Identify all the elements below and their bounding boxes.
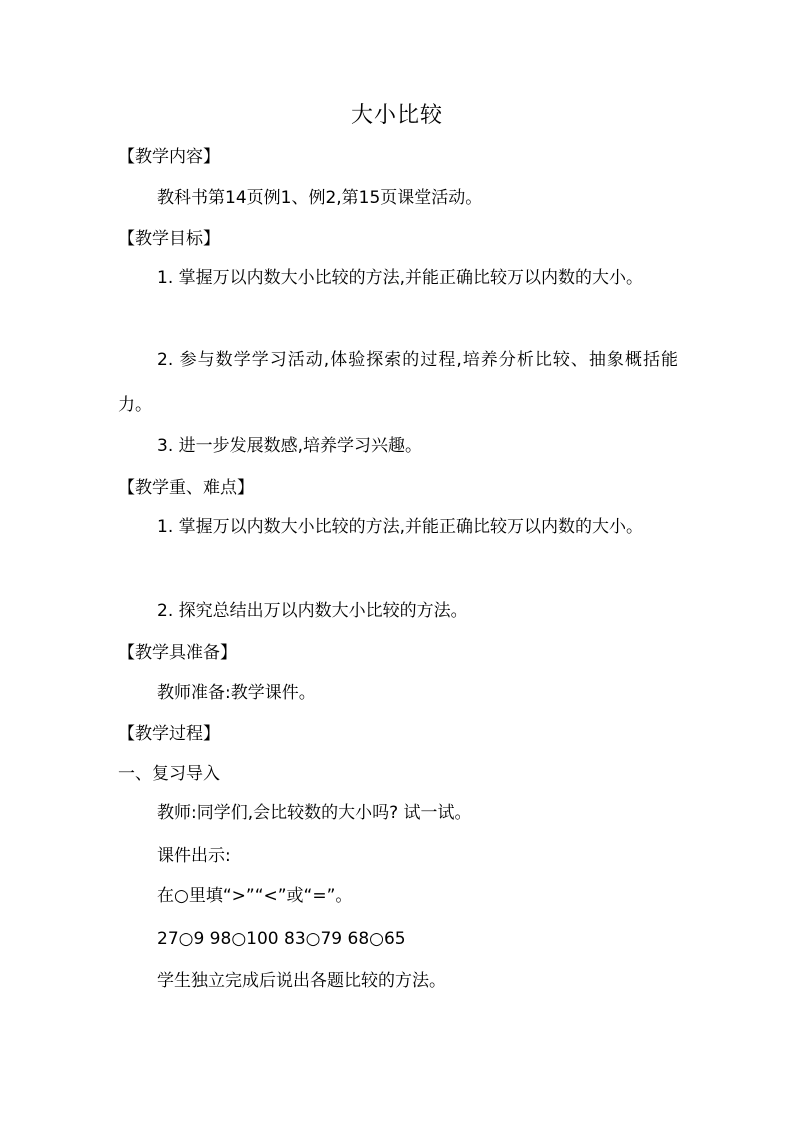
goal-item-3: 3. 进一步发展数感,培养学习兴趣。 bbox=[157, 436, 423, 456]
section-heading-key-points: 【教学重、难点】 bbox=[118, 478, 254, 498]
student-line: 学生独立完成后说出各题比较的方法。 bbox=[157, 971, 446, 991]
goal-item-1: 1. 掌握万以内数大小比较的方法,并能正确比较万以内数的大小。 bbox=[157, 268, 644, 288]
courseware-line: 课件出示: bbox=[157, 846, 231, 866]
exercise-line: 27○9 98○100 83○79 68○65 bbox=[157, 929, 406, 949]
key-point-1: 1. 掌握万以内数大小比较的方法,并能正确比较万以内数的大小。 bbox=[157, 517, 644, 537]
goal-item-2: 2. 参与数学学习活动,体验探索的过程,培养分析比较、抽象概括能力。 bbox=[118, 350, 678, 415]
section-heading-goals: 【教学目标】 bbox=[118, 229, 220, 249]
teacher-line: 教师:同学们,会比较数的大小吗? 试一试。 bbox=[157, 803, 472, 823]
preparation-text: 教师准备:教学课件。 bbox=[157, 683, 316, 703]
section-heading-content: 【教学内容】 bbox=[118, 147, 220, 167]
content-text: 教科书第14页例1、例2,第15页课堂活动。 bbox=[157, 188, 483, 208]
section-heading-process: 【教学过程】 bbox=[118, 724, 220, 744]
instruction-line: 在○里填“>”“<”或“=”。 bbox=[157, 886, 353, 906]
document-title: 大小比较 bbox=[350, 103, 443, 128]
key-point-2: 2. 探究总结出万以内数大小比较的方法。 bbox=[157, 601, 468, 621]
part-1-heading: 一、复习导入 bbox=[118, 764, 220, 784]
section-heading-preparation: 【教学具准备】 bbox=[118, 643, 237, 663]
